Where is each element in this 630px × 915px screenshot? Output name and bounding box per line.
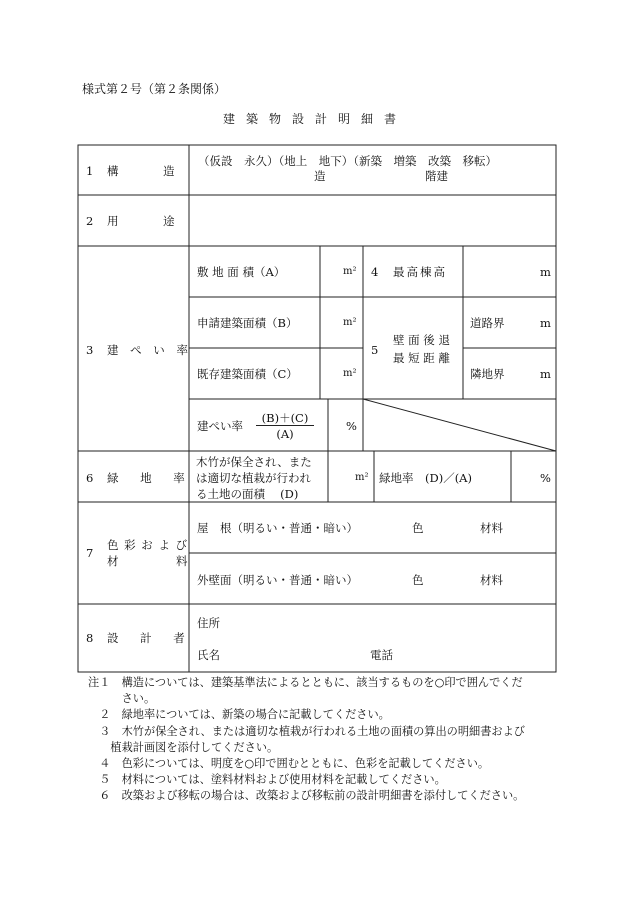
- coverage-ratio-denominator: (A): [276, 427, 294, 441]
- row1-label-a: 構: [107, 164, 119, 178]
- max-height-label: 最高棟高: [393, 265, 447, 279]
- row5-number: 5: [371, 343, 379, 357]
- row7-number: 7: [86, 546, 94, 560]
- note-1: 注１ 構造については、建築基準法によるとともに、該当するものを○印で囲んでくだ: [88, 676, 523, 689]
- note-2: ２ 緑地率については、新築の場合に記載してください。: [88, 708, 390, 722]
- row2-number: 2: [86, 214, 94, 228]
- site-area-label: 敷 地 面 積（A）: [197, 265, 286, 279]
- green-area-desc-line2: は適切な植栽が行われ: [196, 471, 311, 485]
- note-3-cont: 植栽計画図を添付してください。: [88, 740, 279, 754]
- row3-label: 建 ぺ い 率: [107, 343, 192, 357]
- coverage-ratio-unit: %: [346, 419, 357, 433]
- wall-label[interactable]: 外壁面（明るい・普通・暗い）: [197, 573, 358, 587]
- document-title: 建築物設計明細書: [222, 112, 407, 126]
- row7-label-line2a: 材: [107, 554, 119, 568]
- setback-label-line2: 最 短 距 離: [393, 351, 450, 365]
- table-border: [78, 145, 556, 672]
- green-area-desc-line1: 木竹が保全され、また: [196, 455, 312, 469]
- existing-area-unit: m²: [343, 368, 357, 379]
- row1-label-b: 造: [163, 164, 175, 178]
- roof-color-label: 色: [412, 521, 424, 535]
- row4-number: 4: [371, 265, 379, 279]
- coverage-ratio-label: 建ぺい率: [197, 419, 243, 433]
- row6-number: 6: [86, 471, 94, 485]
- note-3: ３ 木竹が保全され、または適切な植栽が行われる土地の面積の算出の明細書および: [88, 724, 525, 738]
- coverage-ratio-numerator: (B)＋(C): [261, 411, 309, 425]
- row6-label: 緑 地 率: [107, 471, 194, 485]
- row2-label-b: 途: [163, 214, 175, 228]
- setback-label-line1: 壁 面 後 退: [393, 333, 450, 347]
- row2-label-a: 用: [107, 214, 119, 228]
- row3-number: 3: [86, 343, 94, 357]
- note-6: ６ 改築および移転の場合は、改築および移転前の設計明細書を添付してください。: [88, 789, 525, 803]
- notes: [88, 675, 568, 805]
- form-number: 様式第２号（第２条関係）: [82, 82, 227, 96]
- applied-area-unit: m²: [343, 317, 357, 328]
- row7-label-line2b: 料: [176, 554, 188, 568]
- row8-number: 8: [86, 631, 94, 645]
- row8-label: 設 計 者: [107, 631, 194, 645]
- max-height-unit: m: [540, 265, 551, 279]
- road-boundary-unit: m: [540, 316, 551, 330]
- green-area-unit: m²: [355, 472, 369, 483]
- wall-color-label: 色: [412, 573, 424, 587]
- neighbor-boundary-unit: m: [540, 367, 551, 381]
- floors-suffix: 階建: [425, 169, 448, 183]
- roof-label[interactable]: 屋 根（明るい・普通・暗い）: [197, 521, 358, 535]
- green-area-desc-line3: る土地の面積 (D): [196, 487, 299, 501]
- name-label: 氏名: [197, 648, 220, 662]
- note-5: ５ 材料については、塗料材料および使用材料を記載してください。: [88, 773, 446, 787]
- existing-area-label: 既存建築面積（C）: [197, 367, 298, 381]
- green-ratio-unit: %: [540, 471, 551, 485]
- site-area-unit: m²: [343, 266, 357, 277]
- roof-material-label: 材料: [480, 521, 503, 535]
- phone-label: 電話: [370, 648, 393, 662]
- structure-options[interactable]: （仮設 永久）（地上 地下）（新築 増築 改築 移転）: [198, 154, 497, 168]
- note-4: ４ 色彩については、明度を○印で囲むとともに、色彩を記載してください。: [88, 757, 490, 771]
- structure-type-suffix: 造: [314, 169, 326, 183]
- address-label: 住所: [197, 616, 220, 630]
- green-ratio-label: 緑地率 (D)／(A): [379, 471, 472, 485]
- blank-diagonal: [363, 399, 556, 451]
- applied-area-label: 申請建築面積（B）: [197, 316, 298, 330]
- wall-material-label: 材料: [480, 573, 503, 587]
- row7-label-line1: 色 彩 お よ び: [107, 538, 189, 552]
- row1-number: 1: [86, 164, 94, 178]
- note-1-cont: さい。: [88, 692, 156, 706]
- road-boundary-label: 道路界: [470, 316, 505, 330]
- neighbor-boundary-label: 隣地界: [470, 367, 505, 381]
